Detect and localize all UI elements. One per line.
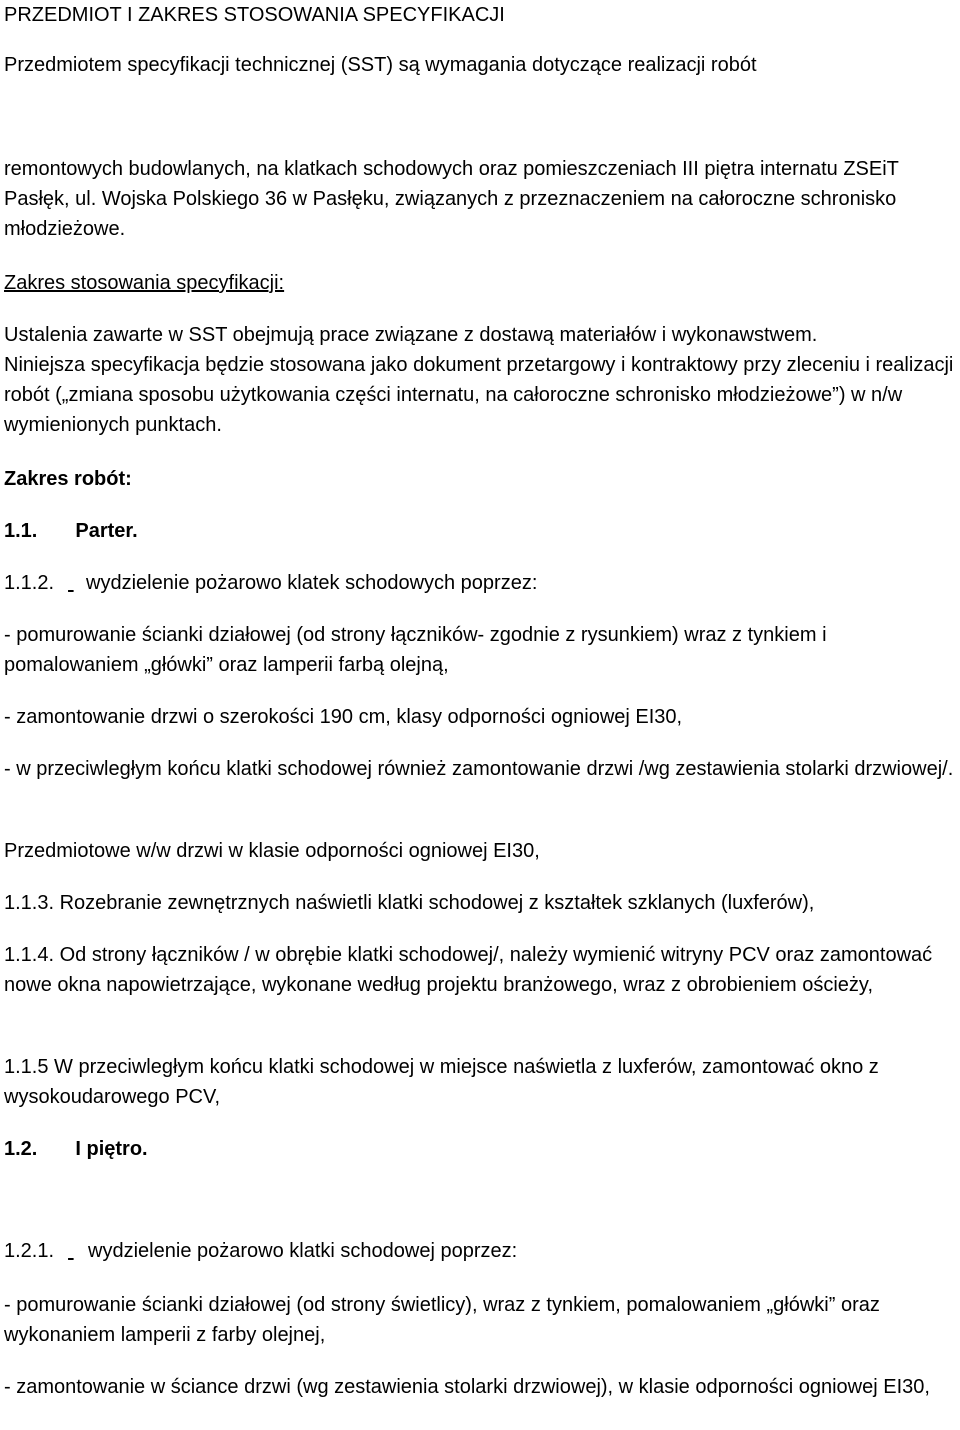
- section-1-1-title: Parter.: [75, 520, 138, 542]
- section-1-1-heading: [4, 516, 956, 546]
- scope-line-1: Ustalenia zawarte w SST obejmują prace związane z dostawą materiałów i wykonawstwem.: [4, 324, 818, 346]
- intro-paragraph: remontowych budowlanych, na klatkach schodowych oraz pomieszczeniach III piętra internatu ZSEiT Pasłęk, ul. Wojska Polskiego 36 w Pasłęku, związanych z przeznaczeniem na całoroczne schronisko młodzieżowe.: [4, 158, 899, 240]
- section-1-1-4: 1.1.4. Od strony łączników / w obrębie klatki schodowej/, należy wymienić witryny PCV oraz zamontować nowe okna napowietrzające, wykonane według projektu branżowego, wraz z obrobieniem ościeży,: [4, 944, 933, 996]
- section-1-2-1: [4, 1236, 956, 1266]
- section-1-2-number: 1.2.: [4, 1138, 38, 1160]
- section-1-1-5: 1.1.5 W przeciwległym końcu klatki schodowej w miejsce naświetla z luxferów, zamontować okno z wysokoudarowego PCV,: [4, 1056, 879, 1108]
- section-1-2-1-item-1: - pomurowanie ścianki działowej (od strony świetlicy), wraz z tynkiem, pomalowaniem „główki” oraz wykonaniem lamperii z farby olejnej,: [4, 1294, 880, 1346]
- scope-paragraph: Niniejsza specyfikacja będzie stosowana jako dokument przetargowy i kontraktowy przy zleceniu i realizacji robót („zmiana sposobu użytkowania części internatu, na całoroczne schronisko młodzieżowe”) w n/w wymienionych punktach.: [4, 354, 954, 436]
- underline-gap: [68, 568, 80, 598]
- underline-gap: [68, 1236, 82, 1266]
- section-1-2-heading: [4, 1134, 956, 1164]
- section-1-1-2-item-3: - w przeciwległym końcu klatki schodowej również zamontowanie drzwi /wg zestawienia stolarki drzwiowej/.: [4, 758, 954, 780]
- intro-line-1: Przedmiotem specyfikacji technicznej (SST) są wymagania dotyczące realizacji robót: [4, 54, 757, 76]
- document-heading: PRZEDMIOT I ZAKRES STOSOWANIA SPECYFIKACJI: [4, 4, 505, 26]
- scope-heading: Zakres stosowania specyfikacji:: [4, 272, 285, 294]
- section-1-1-2-note: Przedmiotowe w/w drzwi w klasie odporności ogniowej EI30,: [4, 840, 540, 862]
- section-1-1-2-text: wydzielenie pożarowo klatek schodowych poprzez:: [86, 572, 538, 594]
- section-1-1-2: [4, 568, 956, 598]
- section-1-2-1-item-2: - zamontowanie w ściance drzwi (wg zestawienia stolarki drzwiowej), w klasie odporności ogniowej EI30,: [4, 1376, 930, 1398]
- section-1-1-number: 1.1.: [4, 520, 38, 542]
- section-1-1-2-item-1: - pomurowanie ścianki działowej (od strony łączników- zgodnie z rysunkiem) wraz z tynkiem i pomalowaniem „główki” oraz lamperii farbą olejną,: [4, 624, 827, 676]
- section-1-1-2-number: 1.1.2.: [4, 572, 55, 594]
- section-1-1-2-item-2: - zamontowanie drzwi o szerokości 190 cm, klasy odporności ogniowej EI30,: [4, 706, 683, 728]
- section-1-2-1-number: 1.2.1.: [4, 1240, 55, 1262]
- section-1-2-1-text: wydzielenie pożarowo klatki schodowej poprzez:: [88, 1240, 518, 1262]
- section-1-2-title: I piętro.: [75, 1138, 148, 1160]
- section-1-1-3: 1.1.3. Rozebranie zewnętrznych naświetli klatki schodowej z kształtek szklanych (luxferów),: [4, 892, 815, 914]
- works-heading: Zakres robót:: [4, 468, 132, 490]
